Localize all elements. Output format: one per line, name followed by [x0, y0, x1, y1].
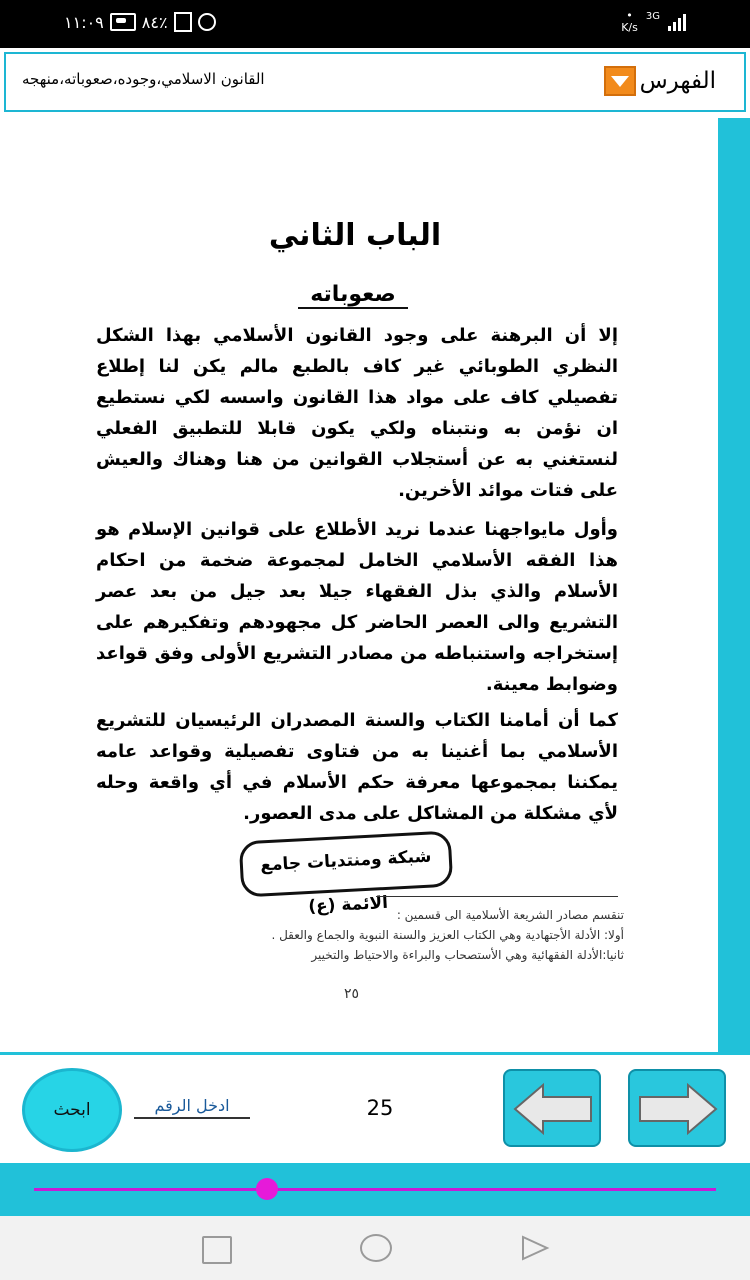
paragraph-1: إلا أن البرهنة على وجود القانون الأسلامي بهذا الشكل النظري الطوبائي غير كاف بالطبع مالم يكن لنا إطلاع تفصيلي كاف على مواد هذا القانون واسسه لكي نستطيع ان نؤمن به ونتبناه ولكي يكون قابلا للتطبيق الفعلي لنستغني به عن أستجلاب القوانين من هنا وهناك والعيش على فتات موائد الأخرين. [96, 325, 618, 501]
page-slider-thumb[interactable] [256, 1178, 278, 1200]
page-slider-track[interactable] [34, 1188, 716, 1191]
index-dropdown[interactable] [604, 66, 716, 96]
chapter-title: الباب الثاني [268, 218, 442, 253]
paragraph-3: كما أن أمامنا الكتاب والسنة المصدران الرئيسيان للتشريع الأسلامي بما أغنينا به من فتاوى تفصيلية وقواعد عامه يمكننا بمجموعها معرفة حكم الأسلام في أي واقعة وحله لأي مشكلة من المشاكل على مدى العصور. [96, 710, 618, 824]
page-number-input[interactable]: ادخل الرقم [134, 1096, 250, 1119]
alarm-icon [198, 13, 216, 31]
signal-icon [668, 13, 686, 31]
status-time: ١١:٠٩ [64, 12, 104, 32]
recents-icon[interactable] [202, 1236, 232, 1264]
source-stamp: شبكة ومنتديات جامع الائمة (ع) [239, 830, 454, 897]
index-label: الفهرس [639, 68, 716, 94]
network-speed-dot: • [626, 9, 633, 22]
footnote-1: تنقسم مصادر الشريعة الأسلامية الى قسمين : [396, 908, 624, 922]
next-page-button[interactable] [628, 1069, 726, 1147]
arrow-left-icon [511, 1081, 595, 1137]
battery-level: ٨٤٪ [141, 12, 168, 32]
paragraph-2: وأول مايواجهنا عندما نريد الأطلاع على قوانين الإسلام هو هذا الفقه الأسلامي الخامل لمجموعة ضخمة من احكام الأسلام والذي بذل الفقهاء جيلا بعد جيل من بعد عصر التشريع والى العصر الحاضر كل مجهودهم وتفكيرهم على إستخراجه واستنباطه من مصادر التشريع الأولى وفق قواعد وضوابط معينة. [96, 519, 618, 695]
printed-page-number: ٢٥ [344, 986, 360, 1002]
back-icon[interactable] [520, 1234, 550, 1262]
status-bar [0, 0, 750, 48]
status-left [64, 12, 216, 32]
network-speed-unit: K/s [621, 21, 638, 34]
search-button[interactable]: ابحث [22, 1068, 122, 1152]
viewer-edge [718, 118, 750, 1052]
network-speed [621, 10, 638, 34]
current-page-number: 25 [366, 1096, 394, 1120]
battery-icon [110, 13, 136, 31]
footnote-3: ثانيا:الأدلة الفقهائية وهي الأستصحاب والبراءة والاحتياط والتخيير [311, 948, 624, 962]
footnote-2: أولا: الأدلة الأجتهادية وهي الكتاب العزيز والسنة النبوية والجماع والعقل . [271, 928, 624, 942]
previous-page-button[interactable] [503, 1069, 601, 1147]
vibrate-icon [174, 12, 192, 32]
home-icon[interactable] [360, 1234, 392, 1262]
status-right [621, 10, 686, 34]
section-title: صعوباته [298, 282, 408, 309]
network-type: 3G [645, 10, 660, 22]
page-slider-area [0, 1166, 750, 1216]
document-title: القانون الاسلامي،وجوده،صعوباته،منهجه [22, 70, 265, 88]
arrow-right-icon [636, 1081, 720, 1137]
footnote-divider [376, 896, 618, 897]
dropdown-arrow-icon[interactable] [604, 66, 636, 96]
